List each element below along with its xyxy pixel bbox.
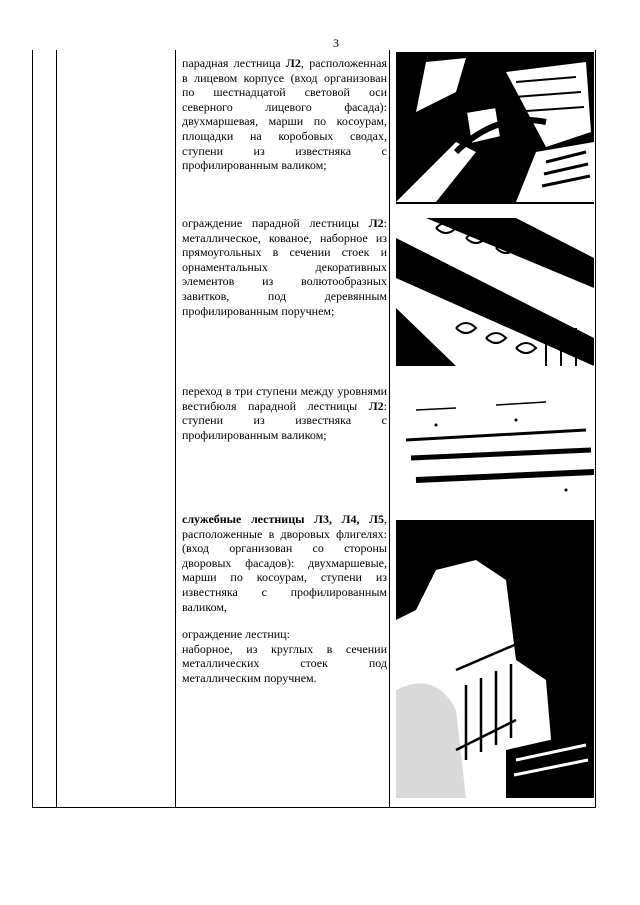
table-border-left: [32, 50, 33, 808]
photo-main-staircase: [396, 52, 594, 204]
page-number: 3: [333, 36, 339, 50]
table-border-bottom: [32, 807, 596, 808]
photo-service-staircase: [396, 520, 594, 798]
entry-2-text: ограждение парадной лестницы Л2: металлическое, кованое, наборное из прямоугольных в сечении стоек и орнаментальных декоративных элементов из волютообразных завитков, под деревянным профилированным поручнем;: [182, 216, 387, 318]
photo-main-staircase-railing: [396, 218, 594, 366]
column-divider-2: [175, 50, 176, 808]
column-divider-1: [56, 50, 57, 808]
photo-vestibule-steps: [396, 380, 594, 504]
table-border-right: [595, 50, 596, 808]
description-table: [32, 50, 596, 808]
entry-4-text: служебные лестницы Л3, Л4, Л5, расположенные в дворовых флигелях: (вход организован со стороны дворовых фасадов): двухмаршевые, марши по косоурам, ступени из известняка с профилированным валиком, ограждение лестниц: наборное, из круглых в сечении металлических стоек под металлическим поручнем.: [182, 512, 387, 685]
column-divider-3: [389, 50, 390, 808]
entry-3-text: переход в три ступени между уровнями вестибюля парадной лестницы Л2: ступени из известняка с профилированным валиком;: [182, 384, 387, 442]
entry-1-text: парадная лестница Л2, расположенная в лицевом корпусе (вход организован по шестнадцатой световой оси северного лицевого фасада): двухмаршевая, марши по косоурам, площадки на коробовых сводах, ступени из известняка с профилированным валиком;: [182, 56, 387, 173]
